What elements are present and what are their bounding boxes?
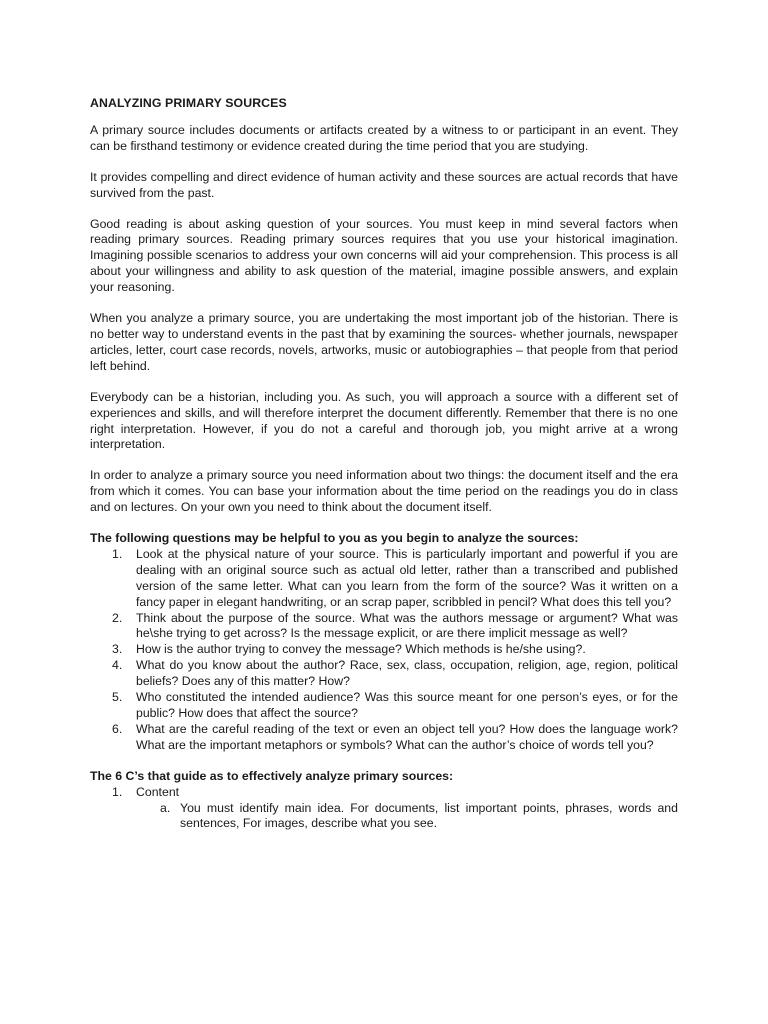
sub-list-item-text: You must identify main idea. For documents, list important points, phrases, words and sentences, For images, describe what you see. — [180, 800, 678, 831]
list-item — [90, 658, 678, 690]
paragraph: Everybody can be a historian, including you. As such, you will approach a source with a different set of experiences and skills, and will therefore interpret the document differently. Remember that there is no one right interpretation. However, if you do not a careful and thorough job, you might arrive at a wrong interpretation. — [90, 389, 678, 452]
questions-list — [90, 547, 678, 754]
sub-list-letter: a. — [160, 800, 171, 815]
six-cs-list — [90, 785, 678, 801]
sub-list-item — [136, 801, 678, 833]
document-title: ANALYZING PRIMARY SOURCES — [90, 96, 287, 110]
six-cs-heading: The 6 C’s that guide as to effectively analyze primary sources: — [90, 768, 454, 783]
list-number: 4. — [112, 658, 123, 673]
list-item-text: Look at the physical nature of your source. This is particularly important and powerful if you are dealing with an original source such as actual old letter, rather than a transcribed and published version of the same letter. What can you learn from the form of the source? Was it written on a fancy paper in elegant handwriting, or an scrap paper, scribbled in pencil? What does this tell you? — [136, 546, 678, 609]
list-item-text: Who constituted the intended audience? Was this source meant for one person’s eyes, or for the public? How does that affect the source? — [136, 690, 678, 720]
list-item — [90, 642, 678, 658]
list-item-text: Think about the purpose of the source. What was the authors message or argument? What was he\she trying to get across? Is the message explicit, or are there implicit message as well? — [136, 610, 678, 641]
list-item-text: What do you know about the author? Race, sex, class, occupation, religion, age, region, political beliefs? Does any of this matter? How? — [136, 658, 678, 689]
list-item-label: Content — [136, 784, 180, 799]
list-number: 3. — [112, 642, 123, 657]
list-number: 2. — [112, 610, 123, 625]
paragraph: Good reading is about asking question of your sources. You must keep in mind several factors when reading primary sources. Reading primary sources requires that you use your historical imagination. Imagining possible scenarios to address your own concerns will aid your comprehension. This process is all about your willingness and ability to ask question of the material, imagine possible answers, and explain your reasoning. — [90, 216, 678, 295]
questions-heading: The following questions may be helpful to you as you begin to analyze the sources: — [90, 531, 579, 546]
list-item-text: How is the author trying to convey the message? Which methods is he/she using?. — [136, 642, 586, 657]
list-item — [90, 611, 678, 643]
list-item-text: What are the careful reading of the text or even an object tell you? How does the language work? What are the important metaphors or symbols? What can the author’s choice of words tell you? — [136, 721, 678, 752]
paragraph: In order to analyze a primary source you need information about two things: the document itself and the era from which it comes. You can base your information about the time period on the readings you do in class and on lectures. On your own you need to think about the document itself. — [90, 468, 678, 515]
paragraph: It provides compelling and direct evidence of human activity and these sources are actual records that have survived from the past. — [90, 169, 678, 200]
list-number: 5. — [112, 690, 123, 705]
list-number: 6. — [112, 721, 123, 736]
list-item — [90, 785, 678, 801]
list-item — [90, 690, 678, 722]
list-item — [90, 547, 678, 611]
paragraph: A primary source includes documents or artifacts created by a witness to or participant in an event. They can be firsthand testimony or evidence created during the time period that you are studying. — [90, 122, 678, 153]
list-item — [90, 722, 678, 754]
document-body — [90, 96, 678, 832]
list-number: 1. — [112, 784, 123, 799]
content-sublist — [90, 801, 678, 833]
paragraph: When you analyze a primary source, you are undertaking the most important job of the historian. There is no better way to understand events in the past that by examining the sources- whether journals, newspaper articles, letter, court case records, novels, artworks, music or autobiographies – that people from that period left behind. — [90, 311, 678, 373]
list-number: 1. — [112, 546, 123, 561]
